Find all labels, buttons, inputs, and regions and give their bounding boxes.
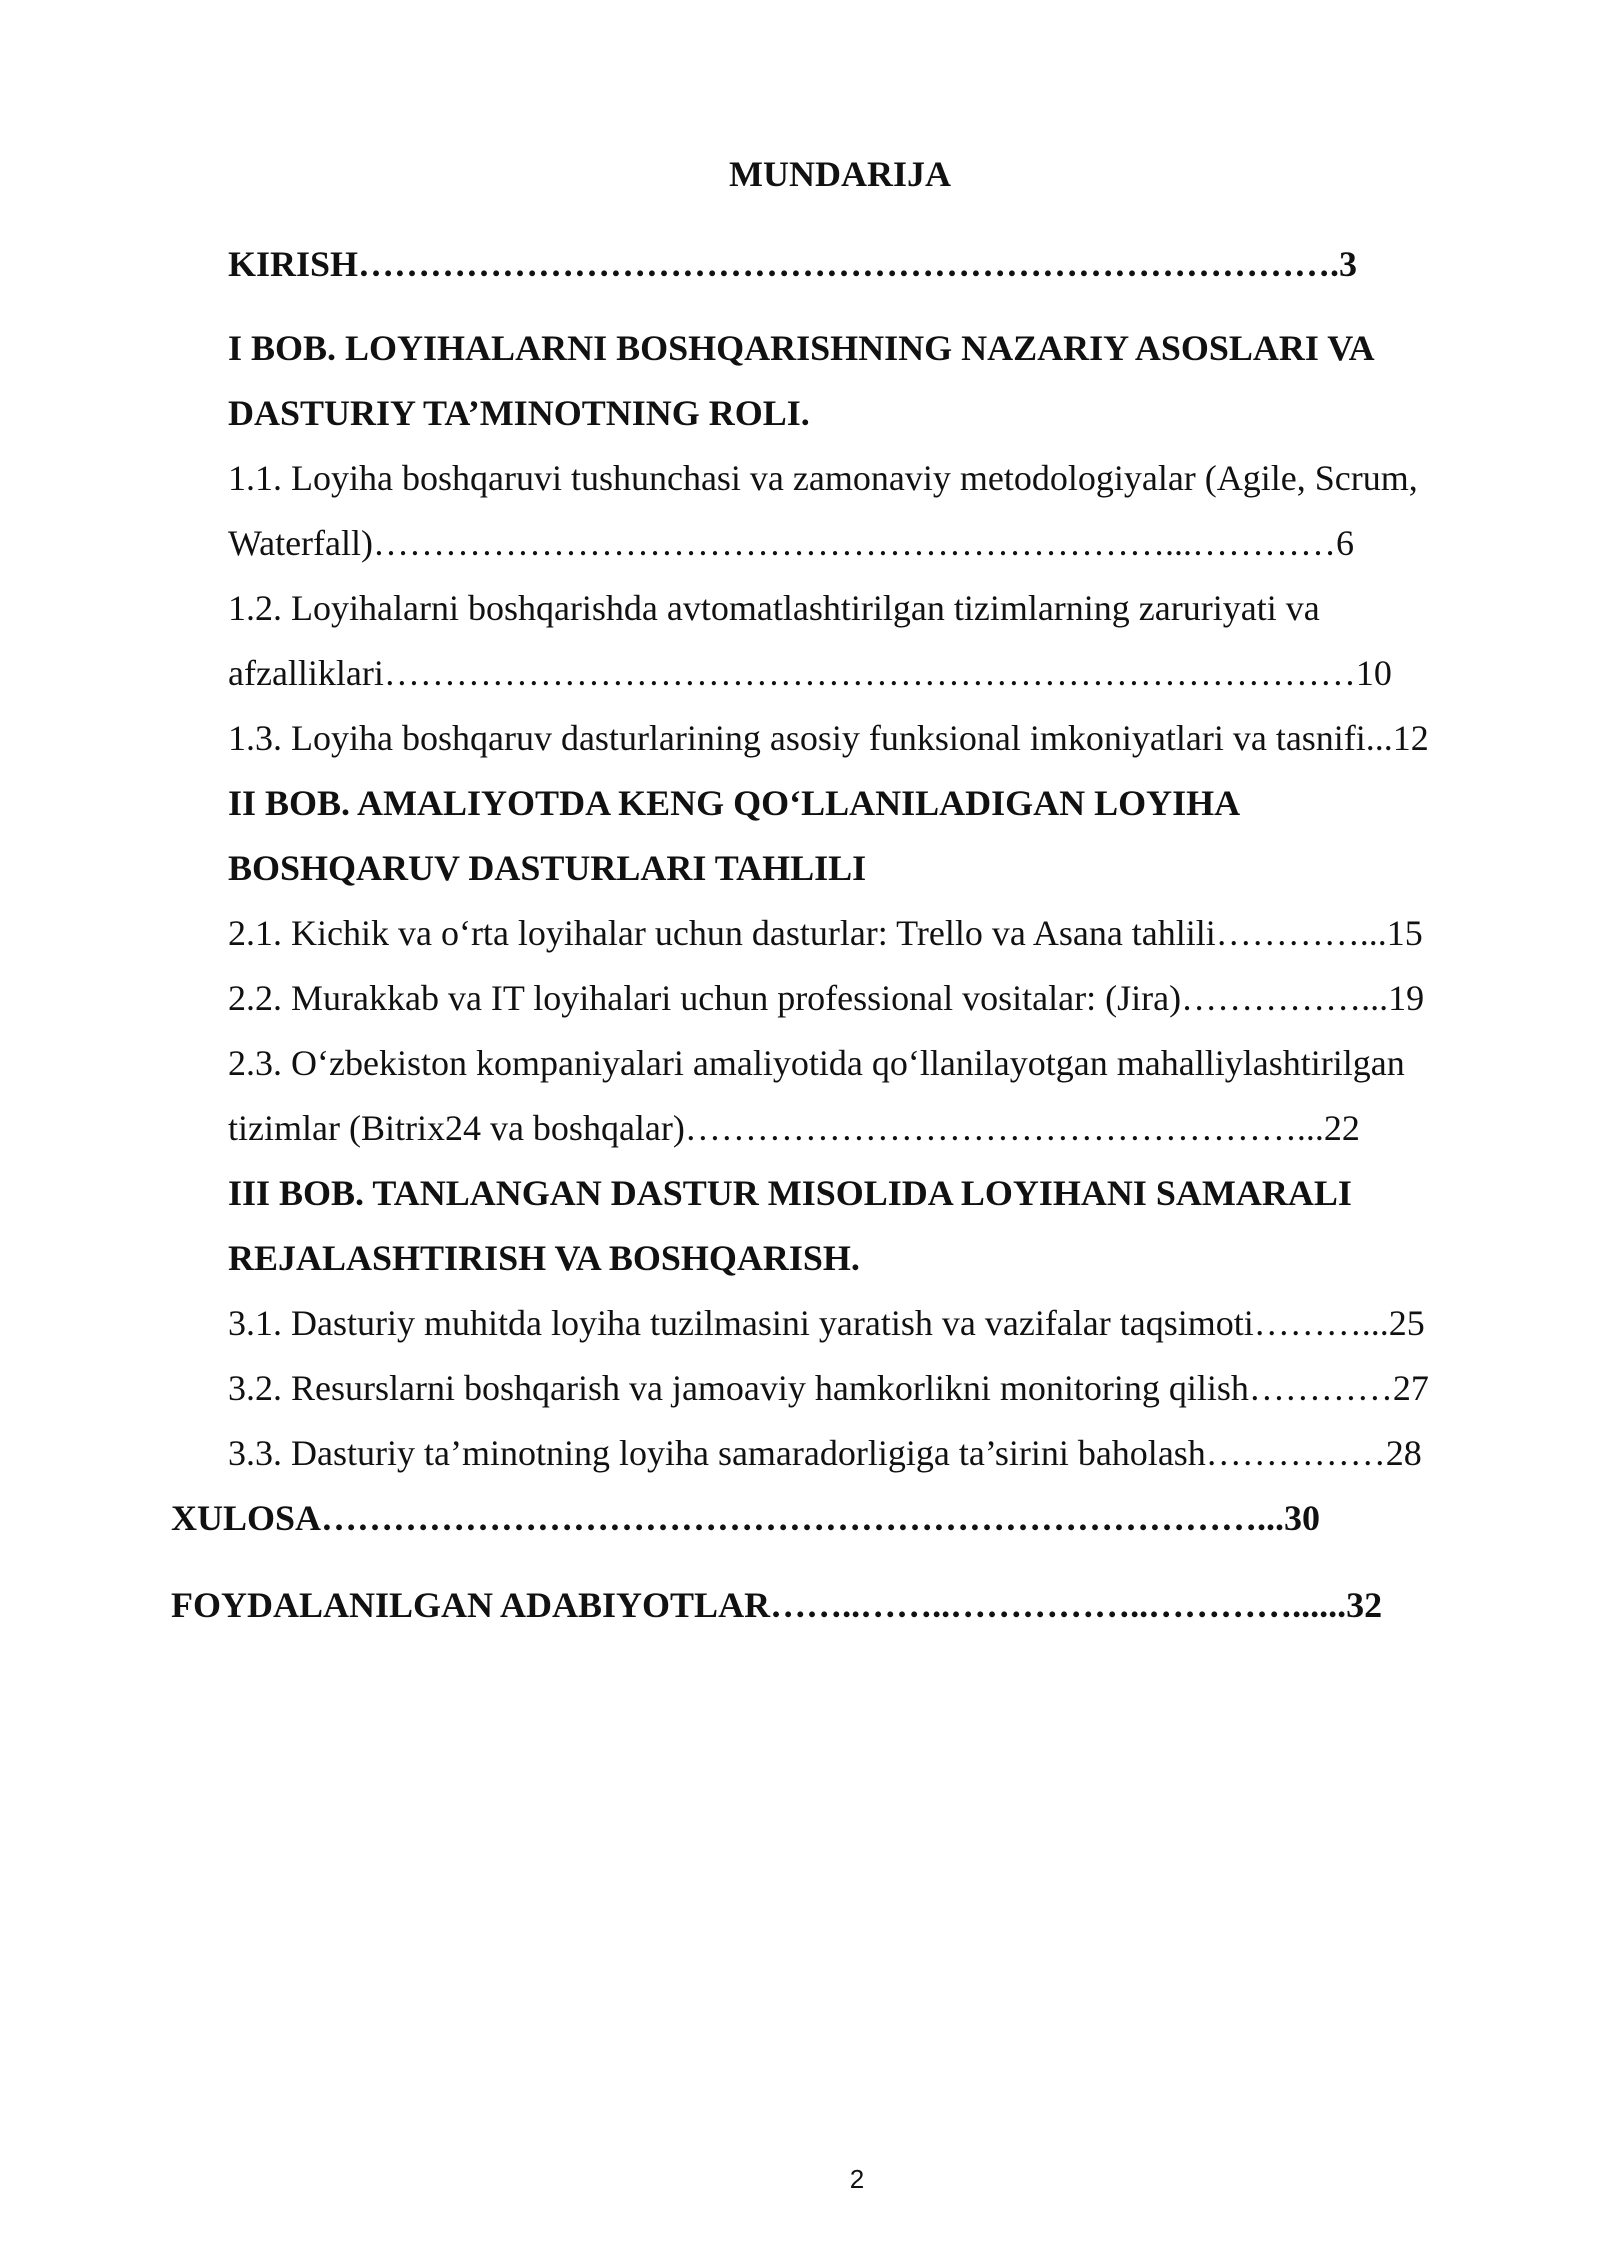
toc-section-3-2: 3.2. Resurslarni boshqarish va jamoaviy hamkorlikni monitoring qilish…………27 (228, 1368, 1429, 1408)
toc-title: MUNDARIJA (729, 154, 951, 194)
toc-chapter-1-heading-line-2: DASTURIY TA’MINOTNING ROLI. (228, 393, 810, 433)
toc-section-3-3: 3.3. Dasturiy ta’minotning loyiha samaradorligiga ta’sirini baholash……………28 (228, 1433, 1422, 1473)
toc-chapter-2-heading-line-2: BOSHQARUV DASTURLARI TAHLILI (228, 848, 867, 888)
toc-section-1-2-line-2: afzalliklari………………………………………………………………………10 (228, 653, 1392, 693)
toc-section-1-1-line-2: Waterfall)…………………………………………………………...…………6 (228, 523, 1355, 563)
toc-section-1-2-line-1: 1.2. Loyihalarni boshqarishda avtomatlashtirilgan tizimlarning zaruriyati va (228, 588, 1320, 628)
page-number: 2 (849, 2164, 865, 2194)
toc-section-2-1: 2.1. Kichik va o‘rta loyihalar uchun dasturlar: Trello va Asana tahlili…………...15 (228, 913, 1423, 953)
toc-section-1-1-line-1: 1.1. Loyiha boshqaruvi tushunchasi va zamonaviy metodologiyalar (Agile, Scrum, (228, 458, 1418, 498)
toc-chapter-2-heading-line-1: II BOB. AMALIYOTDA KENG QO‘LLANILADIGAN LOYIHA (228, 783, 1241, 823)
toc-section-2-3-line-2: tizimlar (Bitrix24 va boshqalar)……………………………………………...22 (228, 1108, 1360, 1148)
toc-chapter-1-heading-line-1: I BOB. LOYIHALARNI BOSHQARISHNING NAZARIY ASOSLARI VA (228, 328, 1375, 368)
toc-chapter-3-heading-line-1: III BOB. TANLANGAN DASTUR MISOLIDA LOYIHANI SAMARALI (228, 1173, 1352, 1213)
toc-section-3-1: 3.1. Dasturiy muhitda loyiha tuzilmasini yaratish va vazifalar taqsimoti………...25 (228, 1303, 1425, 1343)
toc-section-1-3: 1.3. Loyiha boshqaruv dasturlarining asosiy funksional imkoniyatlari va tasnifi...12 (228, 718, 1429, 758)
toc-entry-adabiyotlar: FOYDALANILGAN ADABIYOTLAR……..……..……………..…………......32 (171, 1585, 1383, 1625)
toc-section-2-3-line-1: 2.3. O‘zbekiston kompaniyalari amaliyotida qo‘llanilayotgan mahalliylashtirilgan (228, 1043, 1405, 1083)
toc-entry-kirish: KIRISH……………………………………………………………………….3 (228, 244, 1358, 284)
toc-chapter-3-heading-line-2: REJALASHTIRISH VA BOSHQARISH. (228, 1238, 860, 1278)
toc-section-2-2: 2.2. Murakkab va IT loyihalari uchun professional vositalar: (Jira)……………...19 (228, 978, 1425, 1018)
toc-entry-xulosa: XULOSA……………………………………………………………………...30 (171, 1498, 1321, 1538)
